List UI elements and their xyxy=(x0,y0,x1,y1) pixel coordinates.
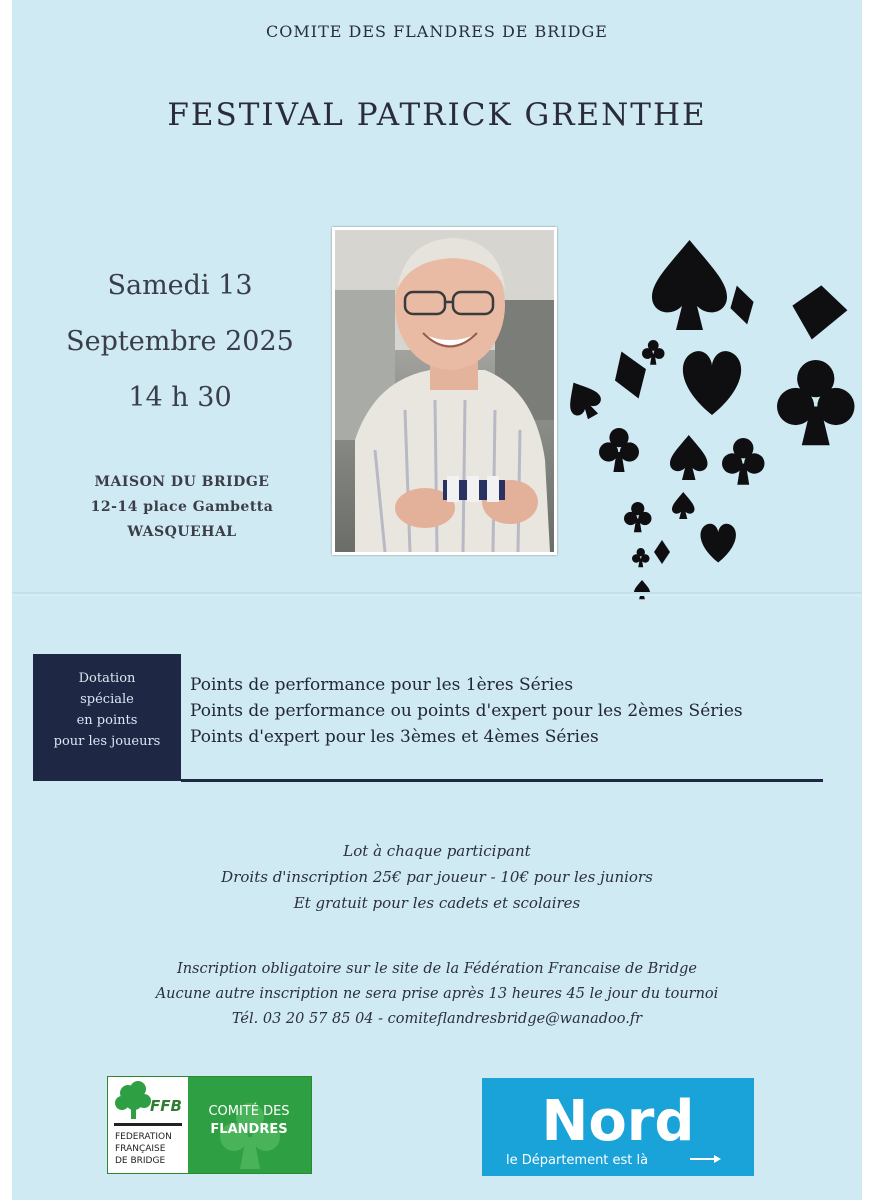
club-icon xyxy=(777,360,855,445)
festival-title: FESTIVAL PATRICK GRENTHE xyxy=(167,97,707,133)
points-item: Points d'expert pour les 3èmes et 4èmes Séries xyxy=(190,727,599,747)
event-date-block xyxy=(30,258,330,426)
points-item: Points de performance pour les 1ères Séries xyxy=(190,675,574,695)
participant-info xyxy=(12,838,862,916)
ffb-comite-logo xyxy=(107,1076,312,1174)
dotation-line: en points xyxy=(76,713,138,728)
card-suits-decoration xyxy=(552,230,862,610)
free-text: Et gratuit pour les cadets et scolaires xyxy=(293,894,581,912)
event-day: Samedi 13 xyxy=(107,270,253,301)
heart-icon xyxy=(683,351,741,415)
portrait-illustration xyxy=(335,230,554,552)
ffb-abbr: FFB xyxy=(150,1097,182,1115)
venue-city: WASQUEHAL xyxy=(127,524,237,540)
club-icon xyxy=(632,548,650,567)
registration-text: Inscription obligatoire sur le site de la Fédération Francaise de Bridge xyxy=(176,961,698,977)
venue-address: 12-14 place Gambetta xyxy=(90,499,274,515)
comite-flandres-mark xyxy=(188,1077,311,1173)
dotation-line: pour les joueurs xyxy=(53,734,161,749)
nord-name: Nord xyxy=(541,1089,695,1154)
spade-icon xyxy=(634,580,650,599)
venue-name: MAISON DU BRIDGE xyxy=(94,474,270,490)
event-month-year: Septembre 2025 xyxy=(66,326,294,357)
fees-text: Droits d'inscription 25€ par joueur - 10€ pour les juniors xyxy=(221,868,653,886)
flyer-sheet xyxy=(12,0,862,1200)
comite-line2: FLANDRES xyxy=(210,1122,288,1137)
heart-icon xyxy=(701,524,736,563)
ffb-line1: FEDERATION xyxy=(115,1132,172,1142)
spade-icon xyxy=(670,435,708,480)
diamond-icon xyxy=(654,540,670,564)
portrait-photo xyxy=(332,227,557,555)
comite-line1: COMITÉ DES xyxy=(208,1104,290,1119)
divider-rule xyxy=(181,779,823,782)
comite-flandres-panel xyxy=(188,1077,311,1173)
deadline-text: Aucune autre inscription ne sera prise après 13 heures 45 le jour du tournoi xyxy=(155,986,719,1002)
contact-text: Tél. 03 20 57 85 04 - comiteflandresbridge@wanadoo.fr xyxy=(231,1011,643,1027)
ffb-emblem xyxy=(110,1079,186,1171)
club-icon xyxy=(642,340,665,365)
nord-department-logo xyxy=(482,1078,754,1176)
dotation-line: Dotation xyxy=(78,671,136,686)
registration-info xyxy=(12,957,862,1032)
ffb-tree-icon xyxy=(110,1079,186,1171)
club-icon xyxy=(599,428,639,472)
paper-fold-line xyxy=(12,592,862,596)
spade-icon xyxy=(652,240,727,330)
organizer-heading: COMITE DES FLANDRES DE BRIDGE xyxy=(266,22,608,41)
arrow-right-icon xyxy=(690,1155,721,1163)
points-item: Points de performance ou points d'expert pour les 2èmes Séries xyxy=(190,701,743,721)
nord-tagline: le Département est là xyxy=(506,1153,649,1168)
portrait-image xyxy=(335,230,554,552)
diamond-icon xyxy=(787,281,851,345)
ffb-line3: DE BRIDGE xyxy=(115,1156,166,1166)
spade-icon xyxy=(672,492,695,519)
event-time: 14 h 30 xyxy=(128,382,232,413)
club-icon xyxy=(624,502,652,532)
club-icon xyxy=(722,438,765,485)
points-list xyxy=(190,672,870,750)
lot-text: Lot à chaque participant xyxy=(343,842,531,860)
dotation-line: spéciale xyxy=(80,692,134,707)
spade-icon xyxy=(559,374,607,424)
diamond-icon xyxy=(725,283,759,328)
ffb-line2: FRANÇAISE xyxy=(115,1144,166,1154)
nord-logo-mark xyxy=(482,1078,754,1176)
venue-block xyxy=(67,470,297,545)
dotation-label-box xyxy=(33,654,181,781)
